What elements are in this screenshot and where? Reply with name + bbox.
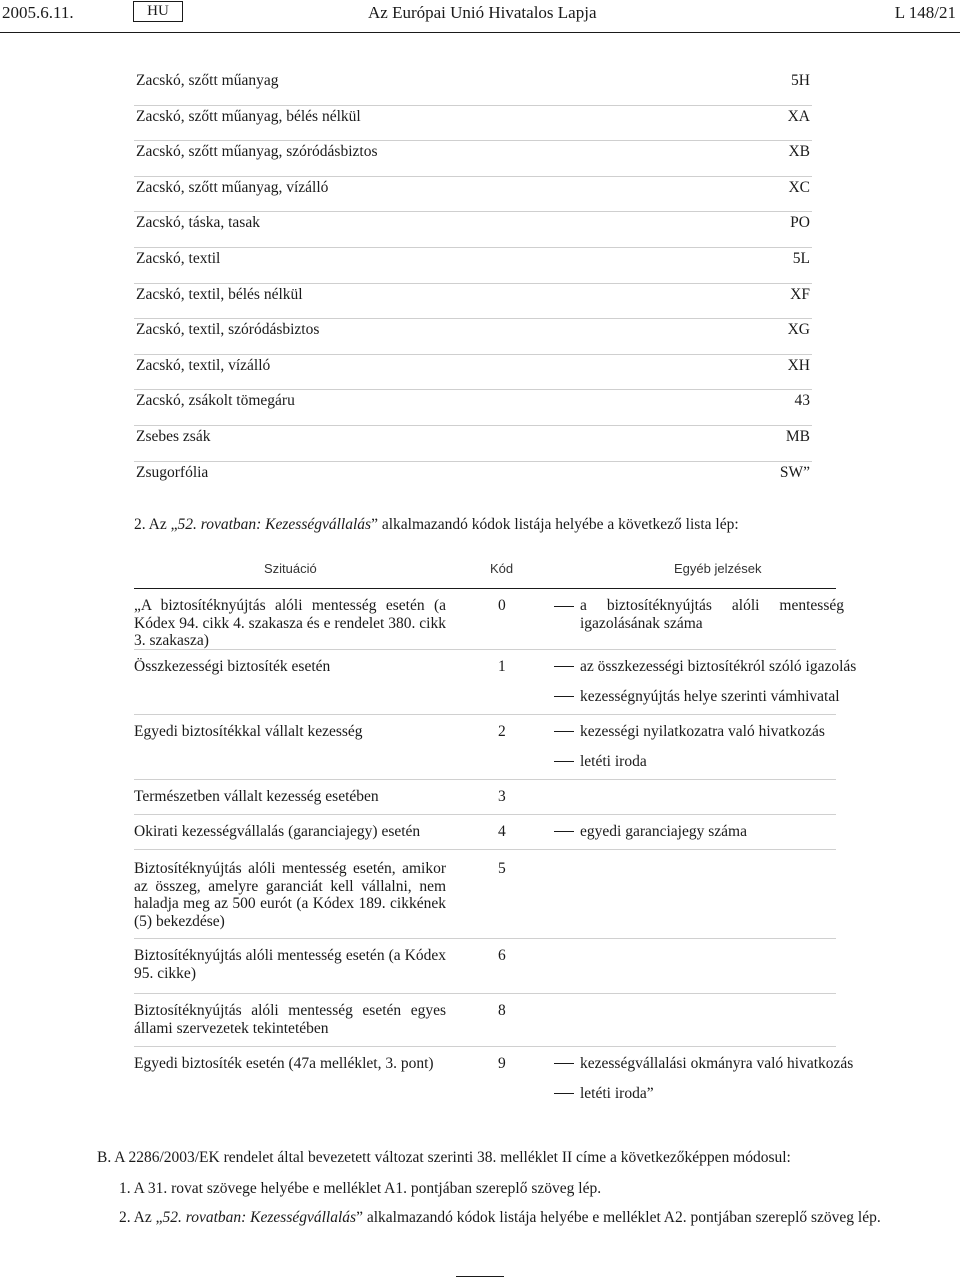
header-notes: Egyéb jelzések	[674, 561, 762, 576]
notes-cell	[554, 597, 844, 633]
code-cell: 4	[498, 823, 506, 840]
dash-marker	[554, 731, 574, 732]
code-cell: 1	[498, 658, 506, 675]
paragraph-2-lead: 2. Az „	[134, 516, 178, 533]
package-code: SW”	[779, 463, 810, 481]
package-code-row	[134, 284, 812, 320]
table-row	[134, 815, 836, 850]
package-code-row	[134, 319, 812, 355]
note-line	[554, 723, 844, 753]
note-text: kezességi nyilatkozatra való hivatkozás	[580, 723, 825, 740]
code-cell: 9	[498, 1055, 506, 1072]
situation-cell: Összkezességi biztosíték esetén	[134, 658, 331, 675]
package-code: XB	[788, 143, 810, 161]
section-b-item-2-italic: 52. rovatban: Kezességvállalás	[162, 1209, 357, 1226]
code-cell: 6	[498, 947, 506, 964]
package-label: Zacskó, textil, bélés nélkül	[136, 285, 303, 303]
package-label: Zsugorfólia	[136, 463, 209, 481]
page-header	[0, 0, 960, 32]
guarantee-code-table	[134, 554, 857, 1111]
table-body	[134, 589, 857, 1111]
package-code-row	[134, 390, 812, 426]
dash-marker	[554, 696, 574, 697]
package-code: MB	[785, 427, 810, 445]
section-b-item-1: 1. A 31. rovat szövege helyébe e melléklet A1. pontjában szereplő szöveg lép.	[119, 1180, 602, 1197]
note-line	[554, 597, 844, 633]
situation-cell: Egyedi biztosítékkal vállalt kezesség	[134, 723, 363, 740]
notes-cell	[554, 823, 844, 853]
dash-marker	[554, 1093, 574, 1094]
package-code-row	[134, 177, 812, 213]
package-label: Zsebes zsák	[136, 427, 211, 445]
situation-cell: Biztosítéknyújtás alóli mentesség esetén egyes állami szervezetek tekintetében	[134, 1002, 446, 1037]
package-code-row	[134, 212, 812, 248]
notes-cell	[554, 658, 857, 718]
code-cell: 0	[498, 597, 506, 614]
dash-marker	[554, 1063, 574, 1064]
section-b-item-2-lead: 2. Az „	[119, 1209, 163, 1226]
note-line	[554, 688, 844, 718]
note-line	[554, 753, 844, 783]
paragraph-2-italic: 52. rovatban: Kezességvállalás	[177, 516, 372, 533]
package-code-row	[134, 106, 812, 142]
language-badge: HU	[133, 1, 183, 22]
publication-date: 2005.6.11.	[2, 3, 74, 22]
code-cell: 8	[498, 1002, 506, 1019]
package-label: Zacskó, szőtt műanyag	[136, 72, 279, 89]
situation-cell: Okirati kezességvállalás (garanciajegy) esetén	[134, 823, 421, 840]
note-line	[554, 658, 857, 688]
section-b-title: B. A 2286/2003/EK rendelet által bevezetett változat szerinti 38. melléklet II címe a következőképpen módosul:	[97, 1149, 791, 1166]
notes-cell	[554, 1055, 854, 1115]
package-code-table	[134, 70, 812, 496]
dash-marker	[554, 761, 574, 762]
package-code-row	[134, 355, 812, 391]
package-label: Zacskó, szőtt műanyag, szóródásbiztos	[136, 143, 378, 161]
dash-marker	[554, 606, 574, 607]
paragraph-2	[134, 516, 739, 534]
header-situation: Szituáció	[264, 561, 317, 576]
package-label: Zacskó, textil	[136, 249, 221, 267]
situation-cell: Egyedi biztosíték esetén (47a melléklet, 3. pont)	[134, 1055, 434, 1072]
package-label: Zacskó, táska, tasak	[136, 214, 260, 232]
table-row	[134, 589, 844, 650]
notes-cell	[554, 723, 844, 783]
package-label: Zacskó, szőtt műanyag, vízálló	[136, 178, 329, 196]
code-cell: 3	[498, 788, 506, 805]
situation-cell: „A biztosítéknyújtás alóli mentesség esetén (a Kódex 94. cikk 4. szakasza és e rendelet 380. cikk 3. szakasza)	[134, 597, 446, 649]
package-label: Zacskó, szőtt műanyag, bélés nélkül	[136, 107, 361, 125]
journal-title: Az Európai Unió Hivatalos Lapja	[368, 3, 597, 22]
table-row	[134, 994, 836, 1047]
table-row	[134, 780, 836, 815]
package-code: PO	[790, 214, 810, 232]
package-code: 5H	[791, 72, 810, 89]
header-code: Kód	[490, 561, 514, 576]
page-number: L 148/21	[894, 3, 956, 22]
package-code: XA	[787, 107, 810, 125]
situation-cell: Természetben vállalt kezesség esetében	[134, 788, 379, 805]
package-code-row	[134, 70, 812, 106]
section-b-item-2-rest: ” alkalmazandó kódok listája helyébe e melléklet A2. pontjában szereplő szöveg lép.	[356, 1209, 881, 1226]
dash-marker	[554, 666, 574, 667]
package-code: 43	[794, 392, 810, 410]
package-code-row	[134, 248, 812, 284]
table-row	[134, 850, 836, 939]
dash-marker	[554, 831, 574, 832]
table-row	[134, 1047, 854, 1111]
situation-cell: Biztosítéknyújtás alóli mentesség esetén (a Kódex 95. cikke)	[134, 947, 446, 982]
table-header	[134, 554, 836, 589]
table-row	[134, 650, 857, 715]
section-b-item-2	[119, 1209, 881, 1227]
note-line	[554, 823, 844, 853]
package-code-row	[134, 426, 812, 462]
footer-rule	[456, 1276, 504, 1277]
table-row	[134, 939, 836, 994]
note-text: a biztosítéknyújtás alóli mentesség igazolásának száma	[580, 597, 844, 632]
note-line	[554, 1085, 844, 1115]
package-label: Zacskó, textil, szóródásbiztos	[136, 321, 320, 339]
note-text: egyedi garanciajegy száma	[580, 823, 747, 840]
note-text: kezességnyújtás helye szerinti vámhivatal	[580, 688, 840, 705]
package-code: XG	[787, 321, 810, 339]
package-code-row	[134, 462, 812, 497]
note-line	[554, 1055, 854, 1085]
package-code: XH	[787, 356, 810, 374]
code-cell: 2	[498, 723, 506, 740]
note-text: letéti iroda	[580, 753, 647, 770]
header-rule	[0, 32, 960, 33]
package-label: Zacskó, zsákolt tömegáru	[136, 392, 295, 410]
note-text: kezességvállalási okmányra való hivatkozás	[580, 1055, 854, 1072]
situation-cell: Biztosítéknyújtás alóli mentesség esetén, amikor az összeg, amelyre garanciát kell vállalni, nem haladja meg az 500 eurót (a Kódex 189. cikkének (5) bekezdése)	[134, 860, 446, 930]
package-code: XC	[788, 178, 810, 196]
package-code: XF	[790, 285, 810, 303]
code-cell: 5	[498, 860, 506, 877]
paragraph-2-rest: ” alkalmazandó kódok listája helyébe a következő lista lép:	[371, 516, 739, 533]
package-label: Zacskó, textil, vízálló	[136, 356, 271, 374]
note-text: az összkezességi biztosítékról szóló igazolás	[580, 658, 857, 675]
package-code-row	[134, 141, 812, 177]
table-row	[134, 715, 836, 780]
note-text: letéti iroda”	[580, 1085, 654, 1102]
package-code: 5L	[792, 249, 810, 267]
